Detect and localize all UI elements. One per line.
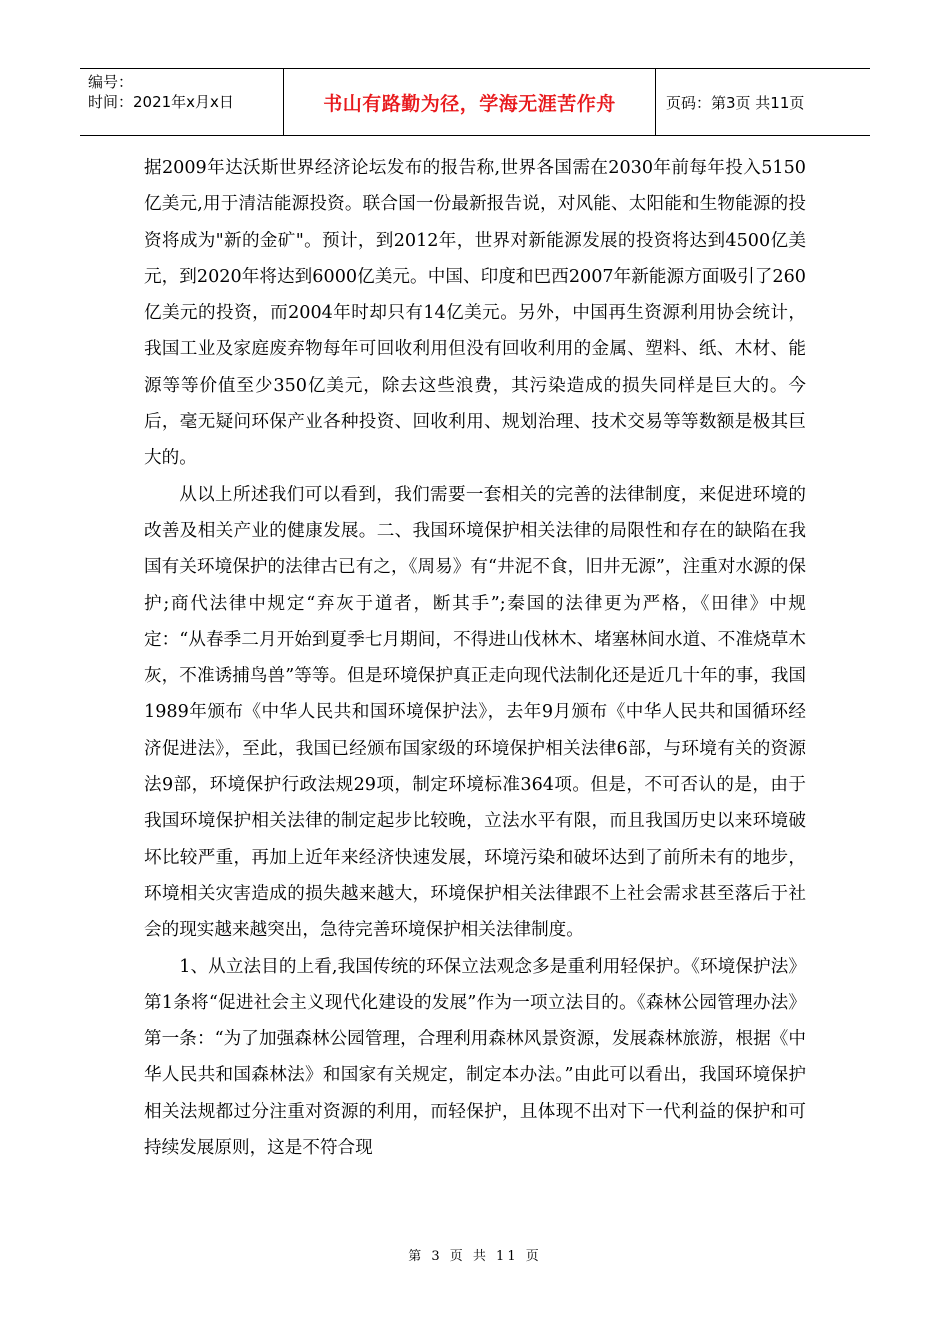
document-body [144, 150, 806, 1166]
header-page-info: 页码：第3页 共11页 [666, 93, 805, 112]
paragraph-1: 据2009年达沃斯世界经济论坛发布的报告称,世界各国需在2030年前每年投入5150亿美元,用于清洁能源投资。联合国一份最新报告说，对风能、太阳能和生物能源的投资将成为"新的金矿"。预计，到2012年，世界对新能源发展的投资将达到4500亿美元，到2020年将达到6000亿美元。中国、印度和巴西2007年新能源方面吸引了260亿美元的投资，而2004年时却只有14亿美元。另外，中国再生资源利用协会统计，我国工业及家庭废弃物每年可回收利用但没有回收利用的金属、塑料、纸、木材、能源等等价值至少350亿美元，除去这些浪费，其污染造成的损失同样是巨大的。今后，毫无疑问环保产业各种投资、回收利用、规划治理、技术交易等等数额是极其巨大的。 [144, 158, 806, 469]
document-time-label: 时间：2021年x月x日 [88, 93, 234, 111]
paragraph-3: 1、从立法目的上看,我国传统的环保立法观念多是重利用轻保护。《环境保护法》第1条将“促进社会主义现代化建设的发展”作为一项立法目的。《森林公园管理办法》第一条：“为了加强森林公园管理，合理利用森林风景资源，发展森林旅游，根据《中华人民共和国森林法》和国家有关规定，制定本办法。”由此可以看出，我国环境保护相关法规都过分注重对资源的利用，而轻保护，且体现不出对下一代利益的保护和可持续发展原则，这是不符合现 [144, 956, 806, 1159]
page-footer: 第 3 页 共 11 页 [408, 1249, 542, 1264]
document-number-label: 编号： [88, 73, 134, 91]
header-motto: 书山有路勤为径，学海无涯苦作舟 [284, 69, 656, 135]
header-meta [80, 69, 284, 135]
page-header [80, 68, 870, 136]
paragraph-2: 从以上所述我们可以看到，我们需要一套相关的完善的法律制度，来促进环境的改善及相关产业的健康发展。二、我国环境保护相关法律的局限性和存在的缺陷在我国有关环境保护的法律古已有之，《周易》有“井泥不食，旧井无源”，注重对水源的保护;商代法律中规定“弃灰于道者，断其手”;秦国的法律更为严格，《田律》中规定：“从春季二月开始到夏季七月期间，不得进山伐林木、堵塞林间水道、不准烧草木灰，不准诱捕鸟兽”等等。但是环境保护真正走向现代法制化还是近几十年的事，我国1989年颁布《中华人民共和国环境保护法》，去年9月颁布《中华人民共和国循环经济促进法》，至此，我国已经颁布国家级的环境保护相关法律6部，与环境有关的资源法9部，环境保护行政法规29项，制定环境标准364项。但是，不可否认的是，由于我国环境保护相关法律的制定起步比较晚，立法水平有限，而且我国历史以来环境破坏比较严重，再加上近年来经济快速发展，环境污染和破坏达到了前所未有的地步，环境相关灾害造成的损失越来越大，环境保护相关法律跟不上社会需求甚至落后于社会的现实越来越突出，急待完善环境保护相关法律制度。 [144, 484, 806, 941]
